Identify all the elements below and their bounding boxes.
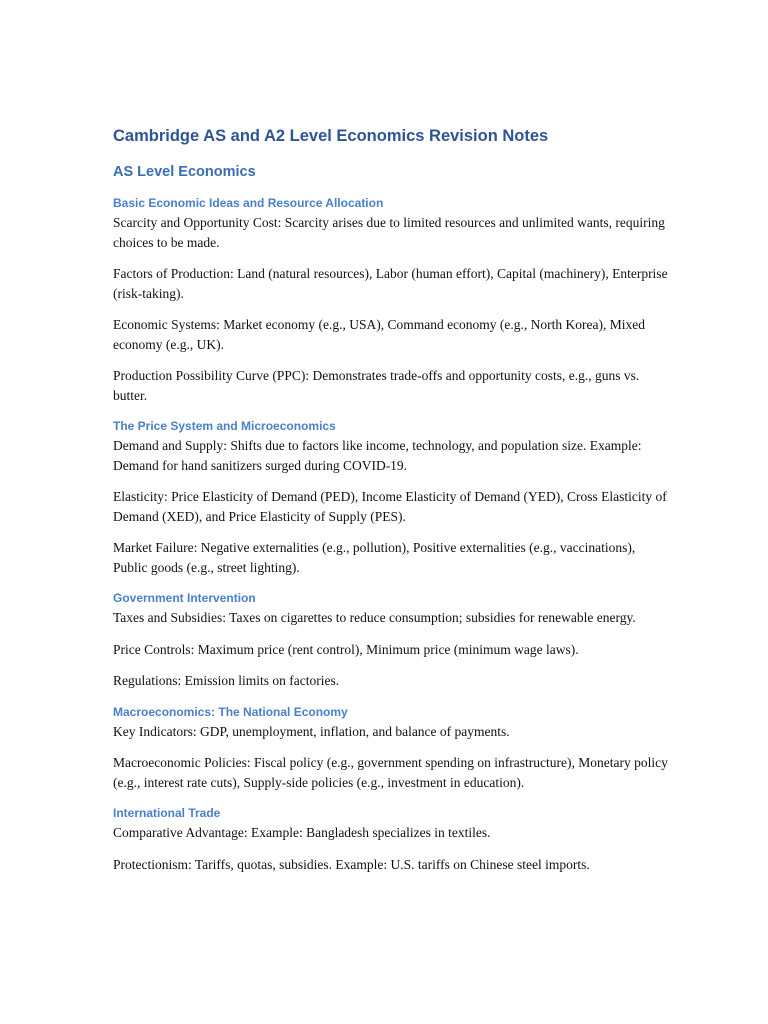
document-subtitle: AS Level Economics <box>113 164 256 180</box>
section-heading: The Price System and Microeconomics <box>113 419 336 433</box>
section-government-intervention <box>113 589 673 691</box>
paragraph: Elasticity: Price Elasticity of Demand (PED), Income Elasticity of Demand (YED), Cross Elasticity of Demand (XED), and Price Elasticity of Supply (PES). <box>113 489 667 524</box>
section-heading: Macroeconomics: The National Economy <box>113 704 348 719</box>
paragraph: Taxes and Subsidies: Taxes on cigarettes to reduce consumption; subsidies for renewable energy. <box>113 610 636 625</box>
paragraph: Scarcity and Opportunity Cost: Scarcity arises due to limited resources and unlimited wants, requiring choices to be made. <box>113 215 665 250</box>
section-heading: International Trade <box>113 806 221 820</box>
paragraph: Market Failure: Negative externalities (e.g., pollution), Positive externalities (e.g., vaccinations), Public goods (e.g., street lighting). <box>113 540 636 575</box>
section-basic-economic-ideas <box>113 194 673 405</box>
paragraph: Key Indicators: GDP, unemployment, inflation, and balance of payments. <box>113 723 510 739</box>
paragraph: Economic Systems: Market economy (e.g., USA), Command economy (e.g., North Korea), Mixed economy (e.g., UK). <box>113 317 646 352</box>
section-price-system <box>113 417 673 577</box>
paragraph: Protectionism: Tariffs, quotas, subsidies. Example: U.S. tariffs on Chinese steel imports. <box>113 856 590 872</box>
section-macroeconomics <box>113 703 673 793</box>
paragraph: Demand and Supply: Shifts due to factors like income, technology, and population size. Example: Demand for hand sanitizers surged during COVID-19. <box>113 438 642 473</box>
paragraph: Macroeconomic Policies: Fiscal policy (e.g., government spending on infrastructure), Monetary policy (e.g., interest rate cuts), Supply-side policies (e.g., investment in education). <box>113 755 668 790</box>
section-heading: Government Intervention <box>113 591 256 605</box>
paragraph: Production Possibility Curve (PPC): Demonstrates trade-offs and opportunity costs, e.g., guns vs. butter. <box>113 368 640 403</box>
paragraph: Regulations: Emission limits on factories. <box>113 673 340 688</box>
document-page <box>113 124 673 886</box>
paragraph: Price Controls: Maximum price (rent control), Minimum price (minimum wage laws). <box>113 641 579 657</box>
document-title: Cambridge AS and A2 Level Economics Revision Notes <box>113 127 549 145</box>
section-international-trade <box>113 804 673 874</box>
paragraph: Factors of Production: Land (natural resources), Labor (human effort), Capital (machinery), Enterprise (risk-taking). <box>113 266 668 301</box>
section-heading: Basic Economic Ideas and Resource Allocation <box>113 196 384 210</box>
paragraph: Comparative Advantage: Example: Bangladesh specializes in textiles. <box>113 825 491 840</box>
